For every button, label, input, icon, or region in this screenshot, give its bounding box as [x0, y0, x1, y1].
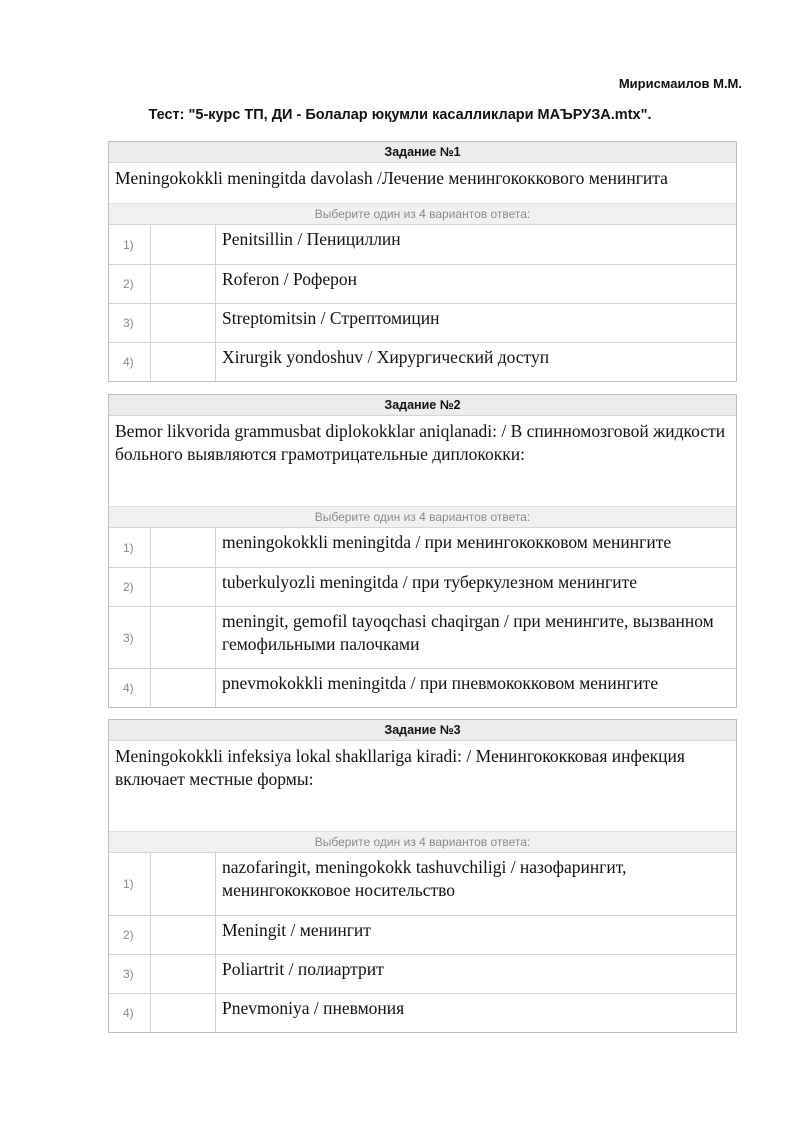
option-text: Pnevmoniya / пневмония [222, 998, 405, 1018]
question-text: Bemor likvorida grammusbat diplokokklar aniqlanadi: / В спинномозговой жидкости больного выявляются грамотрицательные диплококки: [115, 421, 726, 464]
option-text: meningit, gemofil tayoqchasi chaqirgan / при менингите, вызванном гемофильными палочками [222, 611, 714, 654]
option-row[interactable] [109, 915, 736, 954]
option-row[interactable] [109, 225, 736, 264]
option-row[interactable] [109, 567, 736, 606]
answer-cell[interactable] [151, 304, 216, 342]
question-text: Meningokokkli infeksiya lokal shakllariga kiradi: / Менингококковая инфекция включает местные формы: [115, 746, 685, 789]
test-title: Тест: "5-курс ТП, ДИ - Болалар юқумли касалликлари МАЪРУЗА.mtx". [148, 107, 652, 123]
answer-cell[interactable] [151, 568, 216, 606]
answer-cell[interactable] [151, 994, 216, 1032]
option-row[interactable] [109, 993, 736, 1032]
option-text: Xirurgik yondoshuv / Хирургический доступ [222, 347, 550, 367]
answer-cell[interactable] [151, 916, 216, 954]
answer-cell[interactable] [151, 607, 216, 668]
option-text: Streptomitsin / Стрептомицин [222, 308, 440, 328]
task-header: Задание №3 [109, 720, 736, 741]
answer-cell[interactable] [151, 853, 216, 915]
task-1 [108, 141, 737, 382]
option-row[interactable] [109, 528, 736, 567]
option-number: 3) [109, 955, 151, 993]
option-row[interactable] [109, 342, 736, 381]
answer-hint: Выберите один из 4 вариантов ответа: [109, 506, 736, 528]
answer-hint: Выберите один из 4 вариантов ответа: [109, 831, 736, 853]
answer-cell[interactable] [151, 955, 216, 993]
option-text: Roferon / Роферон [222, 269, 357, 289]
answer-cell[interactable] [151, 528, 216, 567]
option-number: 1) [109, 853, 151, 915]
answer-cell[interactable] [151, 265, 216, 303]
option-row[interactable] [109, 954, 736, 993]
option-number: 3) [109, 607, 151, 668]
option-row[interactable] [109, 606, 736, 668]
task-header: Задание №2 [109, 395, 736, 416]
option-number: 4) [109, 343, 151, 381]
option-row[interactable] [109, 853, 736, 915]
option-number: 1) [109, 225, 151, 264]
question-text: Meningokokkli meningitda davolash /Лечение менингококкового менингита [115, 168, 668, 188]
option-text: Meningit / менингит [222, 920, 371, 940]
options-list [109, 528, 736, 707]
option-text: meningokokkli meningitda / при менингококковом менингите [222, 532, 672, 552]
task-header: Задание №1 [109, 142, 736, 163]
option-row[interactable] [109, 668, 736, 707]
author-name: Мирисмаилов М.М. [618, 76, 742, 91]
option-row[interactable] [109, 303, 736, 342]
option-number: 2) [109, 568, 151, 606]
option-number: 4) [109, 669, 151, 707]
options-list [109, 853, 736, 1032]
option-text: Penitsillin / Пенициллин [222, 229, 401, 249]
task-2 [108, 394, 737, 708]
option-number: 1) [109, 528, 151, 567]
option-text: pnevmokokkli meningitda / при пневмококковом менингите [222, 673, 659, 693]
option-number: 2) [109, 916, 151, 954]
option-row[interactable] [109, 264, 736, 303]
option-text: Poliartrit / полиартрит [222, 959, 384, 979]
option-text: nazofaringit, meningokokk tashuvchiligi / назофарингит, менингококковое носительство [222, 857, 627, 900]
option-number: 4) [109, 994, 151, 1032]
options-list [109, 225, 736, 381]
option-text: tuberkulyozli meningitda / при туберкулезном менингите [222, 572, 638, 592]
option-number: 3) [109, 304, 151, 342]
task-3 [108, 719, 737, 1033]
answer-cell[interactable] [151, 225, 216, 264]
answer-cell[interactable] [151, 669, 216, 707]
answer-cell[interactable] [151, 343, 216, 381]
option-number: 2) [109, 265, 151, 303]
answer-hint: Выберите один из 4 вариантов ответа: [109, 203, 736, 225]
